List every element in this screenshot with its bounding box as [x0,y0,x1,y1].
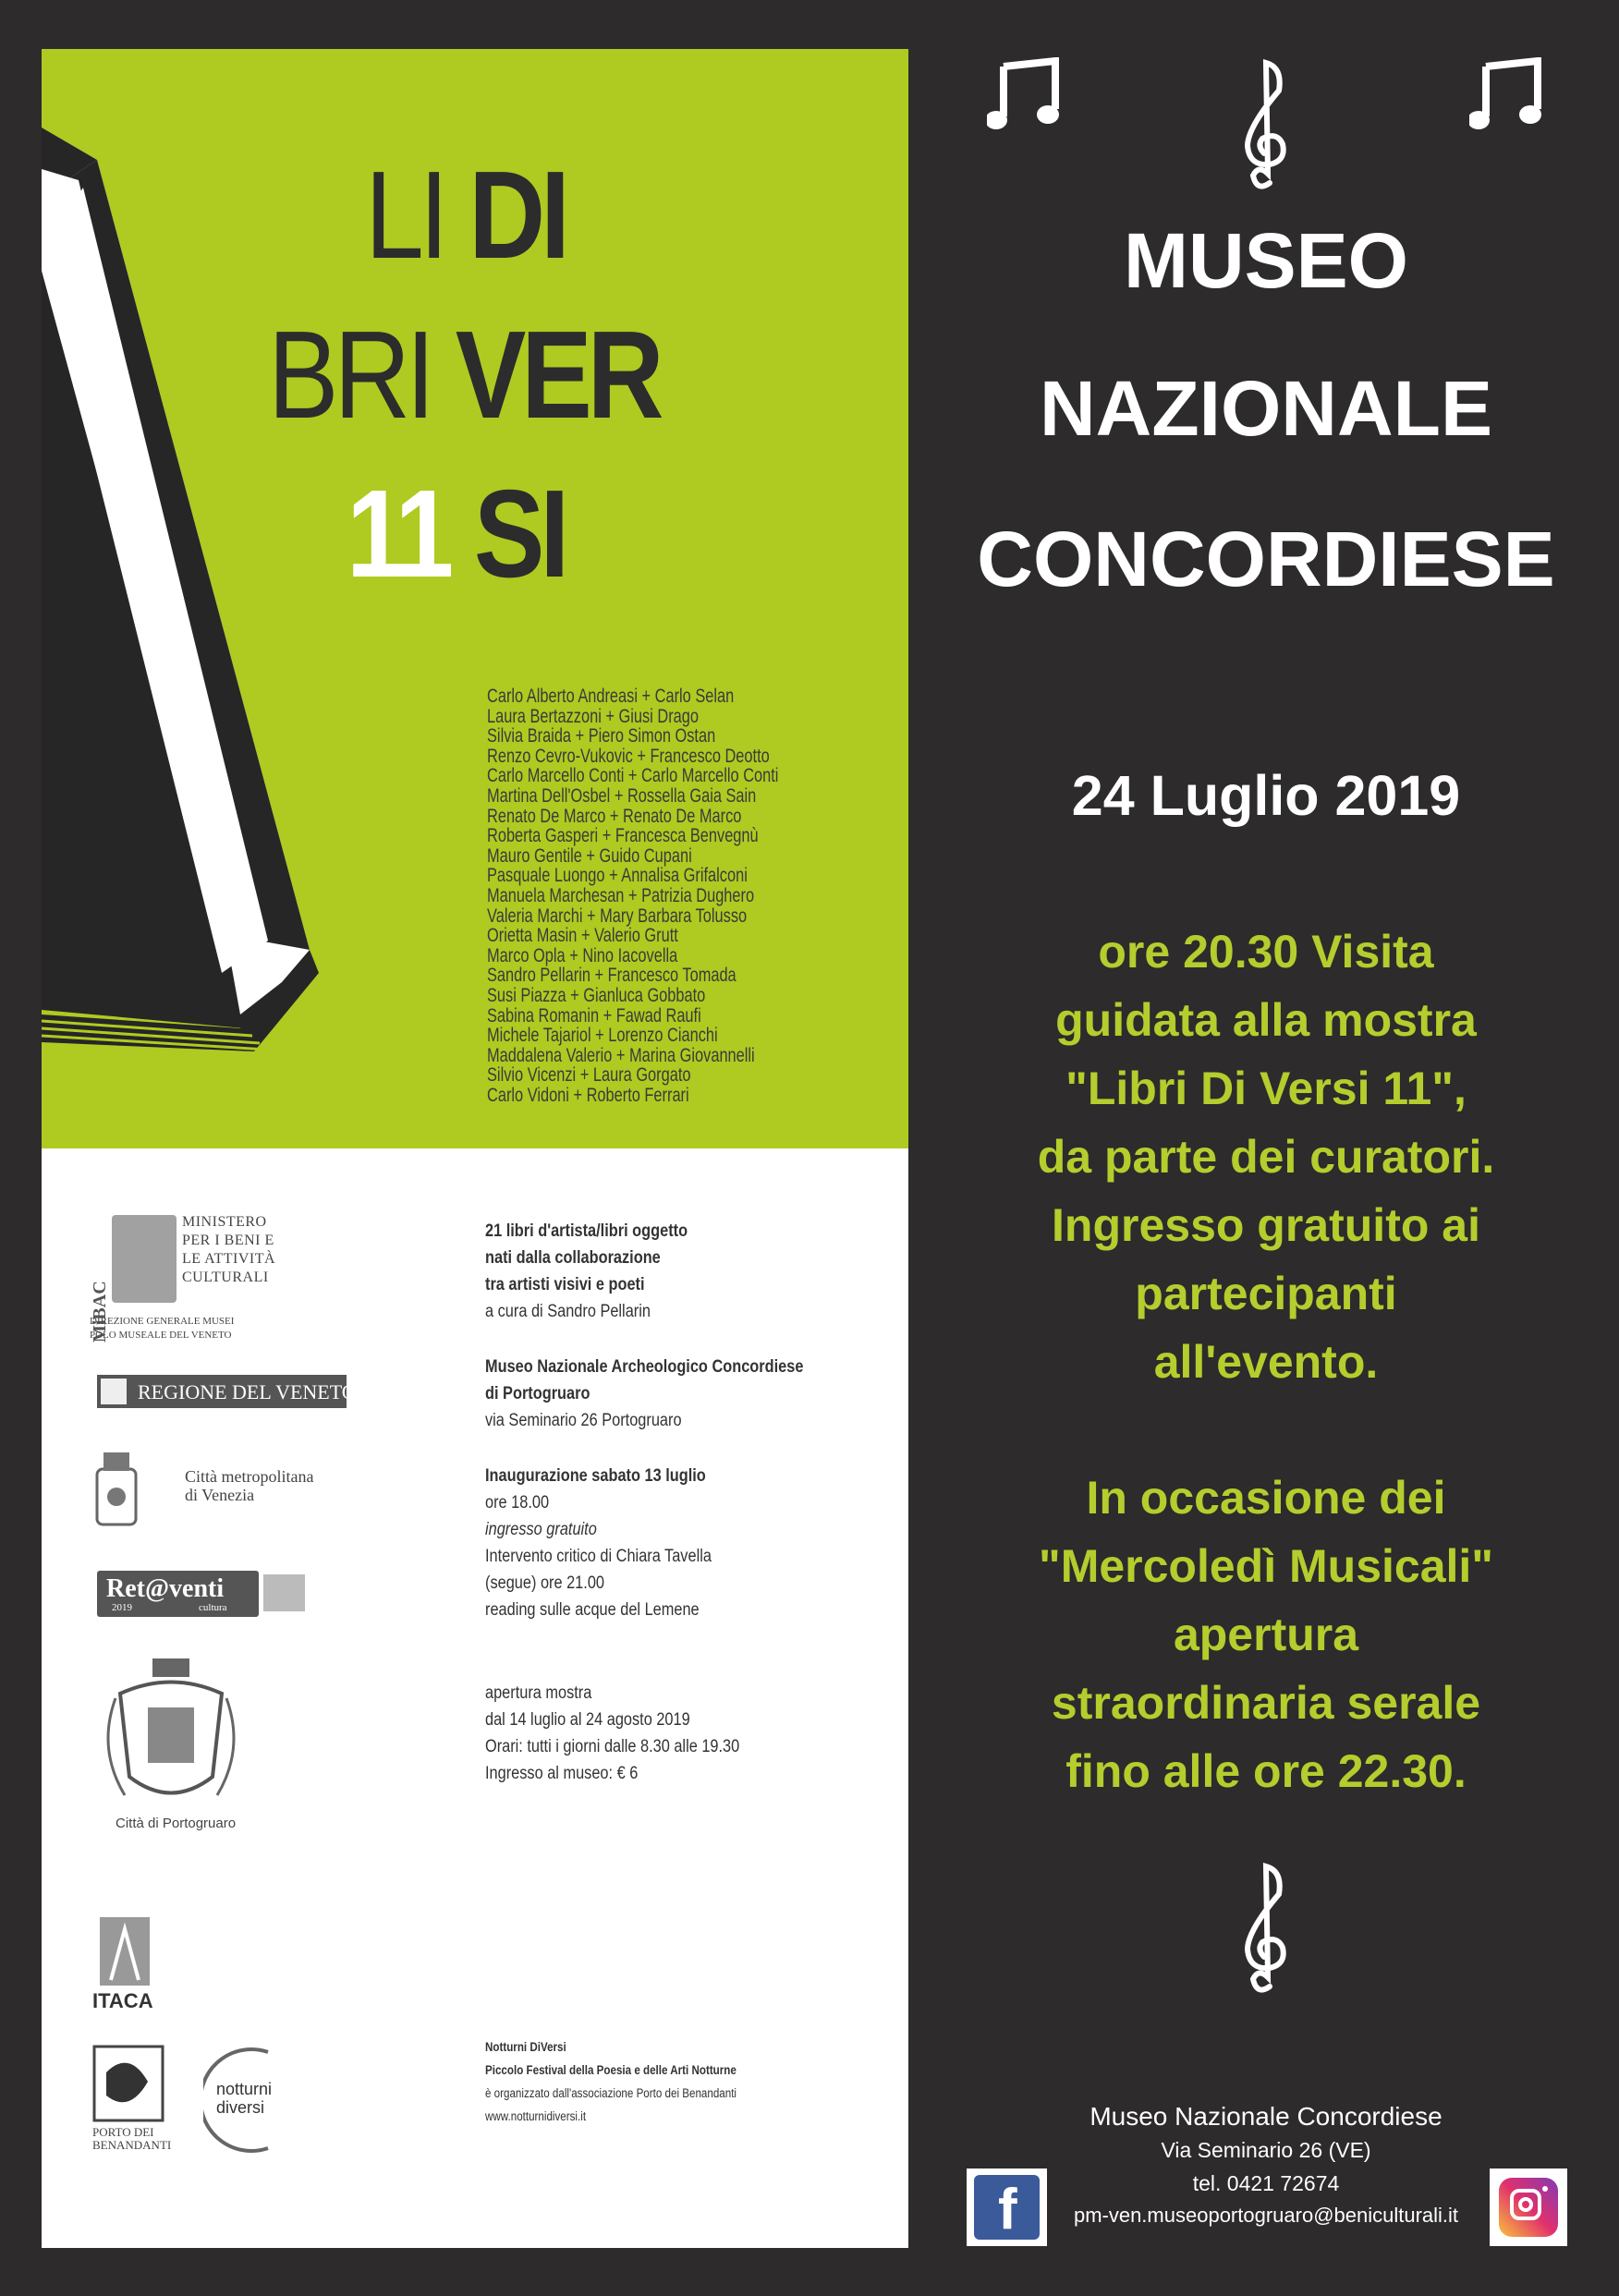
artist-poet-pair: Renato De Marco + Renato De Marco [487,805,742,827]
treble-clef-icon [1238,54,1294,192]
poster-green-section [42,49,908,1148]
artist-poet-pair: Laura Bertazzoni + Giusi Drago [487,705,699,727]
treble-clef-icon [1238,1857,1294,1996]
facebook-icon[interactable]: f [967,2168,1047,2246]
instagram-icon[interactable] [1490,2168,1567,2246]
artist-poet-pair: Silvia Braida + Piero Simon Ostan [487,725,716,747]
musical-wednesday-description: In occasione dei "Mercoledì Musicali" apertura straordinaria serale fino alle ore 22.30. [1039,1472,1493,1797]
artist-poet-pair: Michele Tajariol + Lorenzo Cianchi [487,1025,718,1047]
artist-poet-pair: Carlo Alberto Andreasi + Carlo Selan [487,686,735,707]
artist-poet-pair: Pasquale Luongo + Annalisa Grifalconi [487,865,748,887]
footer-phone: tel. 0421 72674 [1192,2171,1340,2195]
artist-poet-pair: Roberta Gasperi + Francesca Benvegnù [487,825,759,847]
porto-dei-benandanti-logo: PORTO DEI BENANDANTI [92,2045,176,2160]
music-note-icon [1469,57,1545,133]
info-block-inauguration: Inaugurazione sabato 13 luglio ore 18.00 ingresso gratuito Intervento critico di Chiara Tavella (segue) ore 21.00 reading sulle acque del Lemene [485,1466,712,1620]
info-block-opening-hours: apertura mostra dal 14 luglio al 24 agosto 2019 Orari: tutti i giorni dalle 8.30 alle 19.30 Ingresso al museo: € 6 [485,1683,740,1783]
poster-title-row-2: BRI VER [268,305,660,444]
info-block-festival: Notturni DiVersi Piccolo Festival della Poesia e delle Arti Notturne è organizzato dall'associazione Porto dei Benandanti www.notturnidiversi.it [485,2040,737,2123]
museum-title-line-2: NAZIONALE [1040,365,1492,452]
artist-poet-pair: Manuela Marchesan + Patrizia Dughero [487,884,755,906]
footer-museum-name: Museo Nazionale Concordiese [1089,2102,1442,2131]
artist-poet-pair: Marco Opla + Nino Iacovella [487,944,678,966]
artist-poet-pair: Sabina Romanin + Fawad Raufi [487,1004,701,1027]
citta-portogruaro-logo: Città di Portogruaro [83,1657,240,1841]
artist-poet-pair: Martina Dell'Osbel + Rossella Gaia Sain [487,784,757,807]
notturni-diversi-logo: notturni diversi [203,2045,282,2156]
artist-poet-pair: Mauro Gentile + Guido Cupani [487,844,692,867]
artist-poet-pair: Sandro Pellarin + Francesco Tomada [487,965,736,987]
footer-address: Via Seminario 26 (VE) [1161,2138,1371,2162]
reteventi-logo: Ret@venti 2019 cultura [97,1571,305,1619]
museum-title-line-1: MUSEO [1123,217,1409,304]
event-poster: LI DI BRI VER 11 SI Carlo Alberto Andreasi + Carlo Selan Laura Bertazzoni + Giusi Drago Silvia Braida + Piero Simon Ostan Renzo Cevro-Vukovic + Francesco Deotto Carlo Marcello Conti + Carlo Marcello Conti Martina Dell'Osbel + Rossella Gaia Sain Renato De Marco + Renato De Marco Roberta Gasperi + Francesca Benvegnù Mauro Gentile + Guido Cupani Pasquale Luongo + Annalisa Grifalconi Manuela Marchesan + Patrizia Dughero Valeria Marchi + Mary Barbara Tolusso Orietta Masin + Valerio Grutt Marco Opla + Nino Iacovella Sandro Pellarin + Francesco Tomada Susi Piazza + Gianluca Gobbato Sabina Romanin + Fawad Raufi Michele Tajariol + Lorenzo Cianchi Maddalena Valerio + Marina Giovannelli Silvio Vicenzi + Laura Gorgato Carlo Vidoni + Roberto Ferrari MiBAC MINISTERO PER I BENI E LE ATTIVITÀ CULTURALI DIREZIONE GENERALE MUSEI POLO MUSEALE DEL VENETO REGIONE DEL VENETO Città metropolitana di Venezia Ret@venti 2019 cultura Città di Portogruaro ITACA PORTO DEI BENANDANTI notturni diversi 21 libri d'artista/libri oggetto nati dalla collaborazione tra artisti visivi e poeti a cura di Sandro Pellarin Museo Nazionale Archeologico Concordiese di Portogruaro via Seminario 26 Portogruaro Inaugurazione sabato 13 luglio ore 18.00 ingresso gratuito Intervento critico di Chiara Tavella (segue) ore 21.00 reading sulle acque del Lemene apertura mostra dal 14 luglio al 24 agosto 2019 Orari: tutti i giorni dalle 8.30 alle 19.30 Ingresso al museo: € 6 Notturni DiVersi Piccolo Festival della Poesia e delle Arti Notturne è organizzato dall'associazione Porto dei Benandanti www.notturnidiversi.it [42,49,908,2248]
artist-poet-pair: Carlo Vidoni + Roberto Ferrari [487,1084,689,1106]
artist-poet-pair: Valeria Marchi + Mary Barbara Tolusso [487,905,748,927]
citta-metropolitana-logo: Città metropolitana di Venezia [92,1451,305,1543]
info-block-exhibition: 21 libri d'artista/libri oggetto nati dalla collaborazione tra artisti visivi e poeti a cura di Sandro Pellarin [485,1221,688,1321]
poster-title-row-1: LI DI [365,145,566,285]
itaca-logo: ITACA [92,1915,157,2017]
artist-poet-pair: Susi Piazza + Gianluca Gobbato [487,984,706,1006]
footer-email[interactable]: pm-ven.museoportogruaro@beniculturali.it [1073,2204,1459,2227]
poster-title-row-3: 11 SI [347,464,566,603]
info-block-location: Museo Nazionale Archeologico Concordiese di Portogruaro via Seminario 26 Portogruaro [485,1357,804,1430]
museum-title-line-3: CONCORDIESE [977,516,1555,602]
event-date: 24 Luglio 2019 [1071,764,1461,827]
artist-poet-pair: Carlo Marcello Conti + Carlo Marcello Conti [487,765,779,787]
artist-poet-pair: Maddalena Valerio + Marina Giovannelli [487,1044,755,1066]
music-note-icon [987,57,1063,133]
artist-poet-pair: Silvio Vicenzi + Laura Gorgato [487,1064,691,1087]
artist-poet-pair: Orietta Masin + Valerio Grutt [487,925,678,947]
artist-poet-list [487,686,778,1105]
artist-poet-pair: Renzo Cevro-Vukovic + Francesco Deotto [487,745,770,767]
regione-veneto-logo: REGIONE DEL VENETO [97,1375,347,1408]
visit-description: ore 20.30 Visita guidata alla mostra "Libri Di Versi 11", da parte dei curatori. Ingresso gratuito ai partecipanti all'evento. [1037,926,1495,1388]
